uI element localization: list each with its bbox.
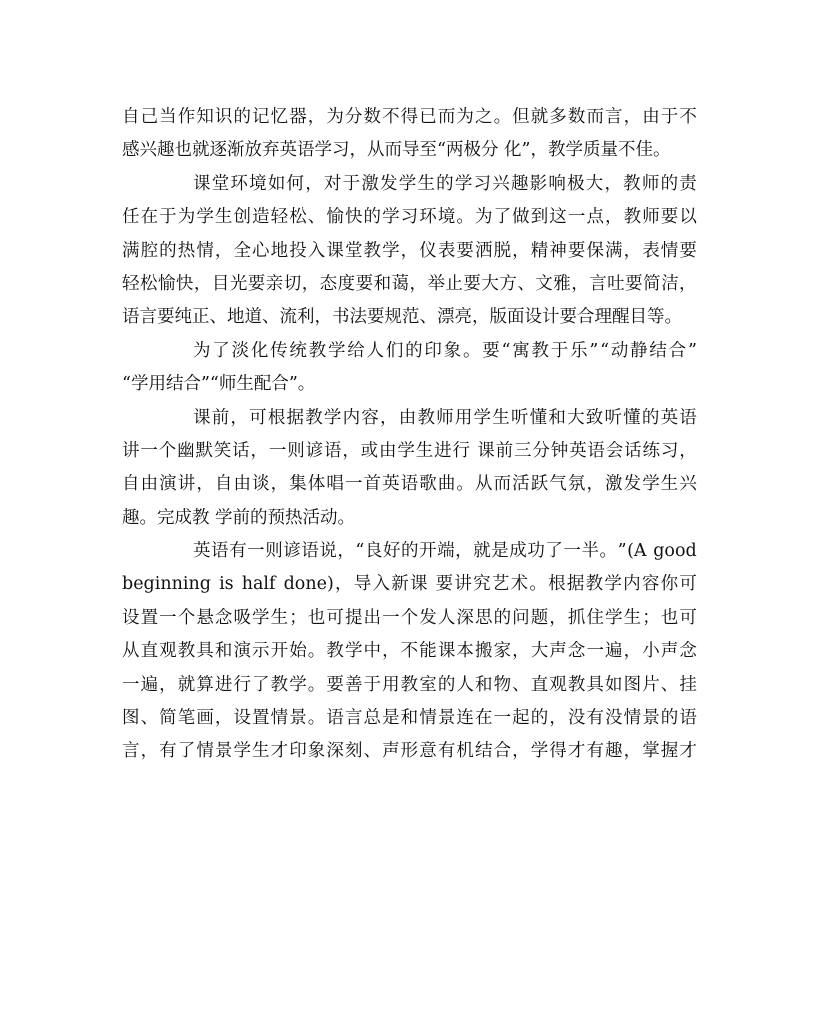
- text-line: 言 ， 有 了 情 景 学 生 才 印 象 深 刻 、 声 形 意 有 机 结 合 ， 学 得 才 有 趣 ， 掌 握 才: [122, 741, 697, 762]
- text-line: beginning is half done) ， 导 入 新 课 要 讲 究 艺 术 。 根 据 教 学 内 容 你 可: [122, 574, 697, 595]
- text-line: 语言要纯正、地道、流利，书法要规范、漂亮，版面设计要合理醒目等。: [122, 307, 682, 328]
- text-line: 图 、 简 笔 画 ， 设 置 情 景 。 语 言 总 是 和 情 景 连 在 一 起 的 ， 没 有 没 情 景 的 语: [122, 708, 697, 729]
- text-line: 轻 松 愉 快 ， 目 光 要 亲 切 ， 态 度 要 和 蔼 ， 举 止 要 大 方 、 文 雅 ， 言 吐 要 简 洁 ，: [122, 273, 697, 294]
- text-line: “学用结合”“师生配合”。: [122, 374, 316, 395]
- text-line: 英 语 有 一 则 谚 语 说 ， “ 良 好 的 开 端 ， 就 是 成 功 了 一 半 。 ” (A good: [193, 541, 697, 562]
- text-line: 课 堂 环 境 如 何 ， 对 于 激 发 学 生 的 学 习 兴 趣 影 响 极 大 ， 教 师 的 责: [193, 173, 697, 194]
- text-line: 任 在 于 为 学 生 创 造 轻 松 、 愉 快 的 学 习 环 境 。 为 了 做 到 这 一 点 ， 教 师 要 以: [122, 207, 697, 228]
- text-line: 从 直 观 教 具 和 演 示 开 始 。 教 学 中 ， 不 能 课 本 搬 家 ， 大 声 念 一 遍 ， 小 声 念: [122, 641, 697, 662]
- text-line: 趣。完成教 学前的预热活动。: [122, 507, 356, 528]
- text-line: 感兴趣也就逐渐放弃英语学习，从而导至“两极分 化”，教学质量不佳。: [122, 140, 671, 161]
- text-line: 自 己 当 作 知 识 的 记 忆 器 ， 为 分 数 不 得 已 而 为 之 。 但 就 多 数 而 言 ， 由 于 不: [122, 107, 697, 127]
- text-line: 设 置 一 个 悬 念 吸 学 生 ； 也 可 提 出 一 个 发 人 深 思 的 问 题 ， 抓 住 学 生 ； 也 可: [122, 607, 697, 628]
- text-line: 满 腔 的 热 情 ， 全 心 地 投 入 课 堂 教 学 ， 仪 表 要 洒 脱 ， 精 神 要 保 满 ， 表 情 要: [122, 240, 697, 261]
- text-line: 一 遍 ， 就 算 进 行 了 教 学 。 要 善 于 用 教 室 的 人 和 物 、 直 观 教 具 如 图 片 、 挂: [122, 674, 697, 695]
- text-line: 课 前 ， 可 根 据 教 学 内 容 ， 由 教 师 用 学 生 听 懂 和 大 致 听 懂 的 英 语: [193, 407, 697, 428]
- text-line: 自 由 演 讲 ， 自 由 谈 ， 集 体 唱 一 首 英 语 歌 曲 。 从 而 活 跃 气 氛 ， 激 发 学 生 兴: [122, 474, 697, 495]
- text-line: 讲 一 个 幽 默 笑 话 ， 一 则 谚 语 ， 或 由 学 生 进 行 课 前 三 分 钟 英 语 会 话 练 习 ，: [122, 440, 697, 461]
- body-text: [122, 101, 697, 769]
- text-line: 为 了 淡 化 传 统 教 学 给 人 们 的 印 象 。 要 “ 寓 教 于 乐 ” “ 动 静 结 合 ”: [193, 340, 697, 361]
